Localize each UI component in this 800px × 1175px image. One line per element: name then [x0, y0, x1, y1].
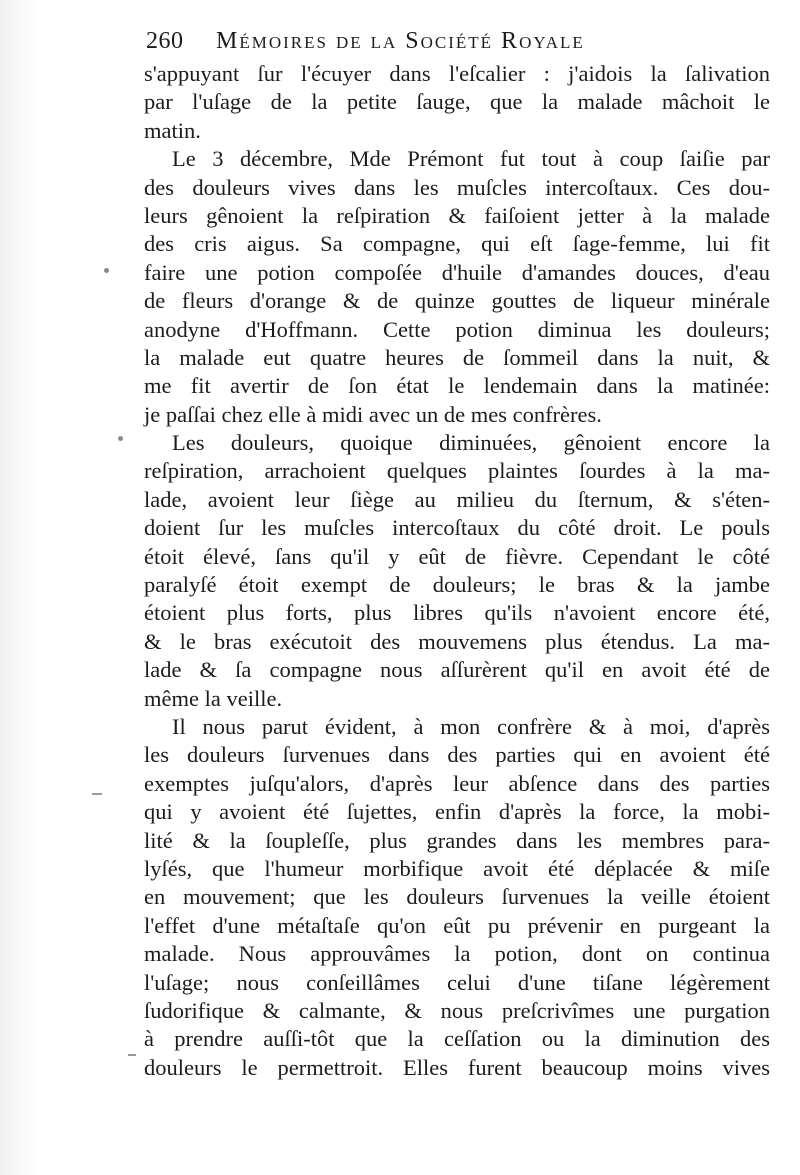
text-line: lité & la ſoupleſſe, plus grandes dans les membres para-	[144, 827, 770, 853]
text-line: la malade eut quatre heures de ſommeil dans la nuit, &	[144, 344, 770, 370]
text-line: lade, avoient leur ſiège au milieu du ſternum, & s'éten-	[144, 486, 770, 512]
text-line: Les douleurs, quoique diminuées, gênoient encore la	[172, 430, 770, 456]
text-line: étoit élevé, ſans qu'il y eût de fièvre. Cependant le côté	[144, 543, 770, 569]
text-line: s'appuyant ſur l'écuyer dans l'eſcalier : j'aidois la ſalivation	[144, 61, 770, 86]
text-line: étoient plus forts, plus libres qu'ils n'avoient encore été,	[144, 600, 770, 626]
text-line: des douleurs vives dans les muſcles intercoſtaux. Ces dou-	[144, 174, 770, 200]
text-line: matin.	[144, 117, 201, 143]
margin-mark	[128, 1054, 136, 1056]
text-line: les douleurs ſurvenues dans des parties qui en avoient été	[144, 742, 770, 768]
text-line: en mouvement; que les douleurs ſurvenues la veille étoient	[144, 884, 770, 910]
page-gutter-shadow	[0, 0, 40, 1175]
text-line: & le bras exécutoit des mouvemens plus étendus. La ma-	[144, 628, 770, 654]
text-line: reſpiration, arrachoient quelques plaintes ſourdes à la ma-	[144, 458, 770, 484]
text-line: doient ſur les muſcles intercoſtaux du côté droit. Le pouls	[144, 515, 770, 541]
margin-mark	[118, 436, 123, 441]
text-line: l'effet d'une métaſtaſe qu'on eût pu prévenir en purgeant la	[144, 912, 770, 938]
text-line: leurs gênoient la reſpiration & faiſoient jetter à la malade	[144, 202, 770, 228]
text-line: qui y avoient été ſujettes, enfin d'après la force, la mobi-	[144, 799, 770, 825]
body-text	[144, 60, 770, 1082]
text-line: ſudorifique & calmante, & nous preſcrivîmes une purgation	[144, 997, 770, 1023]
text-line: l'uſage; nous conſeillâmes celui d'une tiſane légèrement	[144, 969, 770, 995]
text-line: par l'uſage de la petite ſauge, que la malade mâchoit le	[144, 89, 770, 115]
running-title: Mémoires de la Société Royale	[216, 28, 585, 54]
margin-mark	[92, 793, 102, 795]
text-line: exemptes juſqu'alors, d'après leur abſence dans des parties	[144, 770, 770, 796]
margin-mark	[104, 268, 109, 273]
text-line: Le 3 décembre, Mde Prémont fut tout à coup ſaiſie par	[172, 146, 770, 172]
text-line: même la veille.	[144, 685, 283, 711]
text-line: faire une potion compoſée d'huile d'amandes douces, d'eau	[144, 259, 770, 285]
text-line: anodyne d'Hoffmann. Cette potion diminua les douleurs;	[144, 316, 770, 342]
text-line: de fleurs d'orange & de quinze gouttes de liqueur minérale	[144, 288, 770, 314]
text-line: je paſſai chez elle à midi avec un de mes confrères.	[144, 401, 602, 427]
text-line: me fit avertir de ſon état le lendemain dans la matinée:	[144, 373, 770, 399]
text-line: Il nous parut évident, à mon confrère & à moi, d'après	[172, 713, 770, 739]
text-line: malade. Nous approuvâmes la potion, dont on continua	[144, 941, 770, 967]
page-number: 260	[146, 28, 184, 54]
text-line: paralyſé étoit exempt de douleurs; le bras & la jambe	[144, 572, 770, 598]
text-line: douleurs le permettroit. Elles furent beaucoup moins vives	[144, 1054, 770, 1080]
text-line: lade & ſa compagne nous aſſurèrent qu'il en avoit été de	[144, 657, 770, 683]
page-header	[146, 28, 706, 62]
text-line: à prendre auſſi-tôt que la ceſſation ou la diminution des	[144, 1026, 770, 1052]
text-line: des cris aigus. Sa compagne, qui eſt ſage-femme, lui fit	[144, 231, 770, 257]
text-line: lyſés, que l'humeur morbifique avoit été déplacée & miſe	[144, 855, 770, 881]
